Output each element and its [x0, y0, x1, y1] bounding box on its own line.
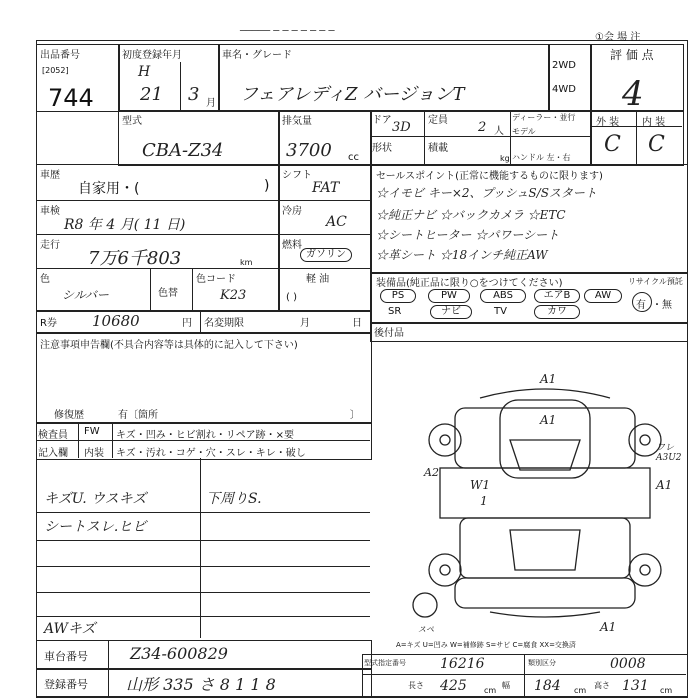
equip-navi: ナビ — [430, 305, 472, 319]
ticket-unit: 円 — [182, 318, 192, 329]
equip-ps: PS — [380, 289, 416, 303]
inspector-int: 内装 — [84, 448, 104, 459]
mileage-label: 走行 — [40, 240, 60, 251]
repaint-label: 色替 — [158, 288, 178, 299]
cert-height-value: 131 — [622, 678, 649, 694]
diag-a1-right: A1 — [656, 478, 673, 492]
diag-a2-left: A2 — [424, 466, 439, 479]
disp-value: 3700 — [286, 140, 332, 161]
inspector-label2: 記入欄 — [38, 448, 68, 459]
usage-label: 車歴 — [40, 170, 60, 181]
venue-label: ①会 場 注 — [595, 32, 641, 43]
int-label: 内 装 — [642, 117, 666, 128]
registration-value: 山形 335 さ 8 1 1 8 — [126, 675, 276, 694]
diag-i: 1 — [480, 494, 488, 508]
load-label: 積載 — [428, 143, 448, 154]
after-box — [370, 322, 688, 342]
equip-airbag: エアB — [534, 289, 580, 303]
dealer-label: ディーラー・並行 — [512, 113, 576, 122]
inspection-label: 車検 — [40, 206, 60, 217]
fuel-paren: ( ) — [286, 292, 297, 303]
disp-label: 排気量 — [282, 116, 312, 127]
equip-kawa: カワ — [534, 305, 580, 319]
diag-spare: スペ — [418, 625, 434, 634]
first-reg-month-unit: 月 — [206, 98, 216, 109]
score-value: 4 — [622, 74, 644, 114]
ext-value: C — [604, 132, 621, 157]
ac-label: 冷房 — [282, 206, 302, 217]
damage-legend: A=キズ U=凹み W=補修跡 S=サビ C=腐食 XX=交換済 — [396, 641, 576, 649]
expiry-label: 名変期限 — [204, 318, 244, 329]
equip-tv: TV — [494, 306, 507, 317]
repair-value: 有〔箇所 — [118, 410, 158, 421]
load-unit: kg — [500, 154, 510, 163]
inspector-int-text: キズ・汚れ・コゲ・穴・スレ・キレ・破し — [116, 448, 306, 459]
model-name: フェアレディZ バージョンT — [240, 84, 465, 105]
doors-label: ドア — [372, 115, 392, 126]
repair-label: 修復歴 — [54, 410, 84, 421]
recycle-no: ・無 — [652, 300, 672, 311]
cert-no-value: 16216 — [440, 656, 485, 672]
mileage-value: 7万6千803 — [88, 248, 182, 269]
shift-value: FAT — [312, 180, 340, 196]
cert-width-unit: cm — [574, 686, 587, 695]
header-partial: ───── ─ ─ ─ ─ ─ ─ ─ — [240, 26, 335, 37]
score-label: 評 価 点 — [610, 48, 654, 62]
chassis-label: 車台番号 — [44, 650, 88, 663]
equip-label: 装備品(純正品に限り○をつけてください) — [376, 278, 563, 289]
equip-abs: ABS — [480, 289, 526, 303]
type-value: CBA-Z34 — [142, 140, 224, 161]
capacity-label: 定員 — [428, 115, 448, 126]
lot-sub: [2052] — [42, 66, 69, 75]
repair-close: 〕 — [350, 410, 360, 421]
recycle-label: リサイクル預託 — [628, 277, 683, 286]
first-reg-era: H — [138, 64, 151, 80]
shift-label: シフト — [282, 170, 312, 181]
remark-line2: シートスレ.ヒビ — [44, 519, 147, 535]
drive-box — [548, 44, 592, 112]
first-reg-label: 初度登録年月 — [122, 50, 182, 61]
usage-value: 自家用・( — [78, 181, 140, 197]
model-label: 車名・グレード — [222, 50, 292, 61]
inspector-label1: 検査員 — [38, 430, 68, 441]
inspector-fw: FW — [84, 426, 100, 437]
cert-class-value: 0008 — [610, 656, 646, 672]
inspection-value: R8 年 4 月( 11 日) — [64, 217, 186, 233]
chassis-value: Z34-600829 — [130, 644, 228, 663]
model-code-label: モデル — [512, 127, 536, 136]
cert-height-label: 高さ — [594, 681, 610, 690]
capacity-value: 2 — [478, 120, 487, 135]
int-value: C — [648, 132, 665, 157]
color-code-label: 色コード — [196, 274, 236, 285]
ac-value: AC — [326, 214, 347, 230]
usage-close: ) — [264, 178, 270, 194]
drive-2wd: 2WD — [552, 60, 576, 71]
color-value: シルバー — [62, 288, 109, 302]
first-reg-year: 21 — [140, 84, 163, 105]
cert-width-label: 幅 — [502, 681, 510, 690]
cert-len-label: 長さ — [408, 681, 424, 690]
capacity-unit: 人 — [494, 126, 504, 137]
diag-a1-roof: A1 — [540, 413, 557, 427]
equip-sr: SR — [388, 306, 402, 317]
ticket-value: 10680 — [92, 312, 140, 330]
diag-a1-top: A1 — [540, 372, 557, 386]
expiry-month: 月 — [300, 318, 310, 329]
notes-label: 注意事項申告欄(不具合内容等は具体的に記入して下さい) — [40, 340, 298, 351]
after-label: 後付品 — [374, 328, 404, 339]
lot-number: 744 — [48, 84, 94, 112]
handle-label: ハンドル 左・右 — [512, 153, 571, 162]
fuel-gas: ガソリン — [300, 248, 352, 262]
fuel-label: 燃料 — [282, 240, 302, 251]
recycle-yes: 有 — [636, 300, 646, 311]
equip-pw: PW — [428, 289, 470, 303]
sales-line4: ☆革シート ☆18インチ純正AW — [376, 248, 548, 262]
remark-line1: キズU. ウスキズ — [44, 491, 147, 507]
expiry-day: 日 — [352, 318, 362, 329]
fuel-diesel: 軽 油 — [306, 274, 330, 285]
cert-len-value: 425 — [440, 678, 467, 694]
doors-value: 3D — [392, 120, 411, 135]
disp-unit: cc — [348, 152, 359, 163]
car-diagram — [400, 360, 690, 640]
diag-w1: W1 — [470, 478, 490, 492]
color-code-value: K23 — [220, 288, 247, 303]
ticket-label: R券 — [40, 318, 57, 329]
first-reg-month: 3 — [188, 84, 200, 105]
registration-label: 登録番号 — [44, 678, 88, 691]
remark-aw: AWキズ — [44, 621, 96, 637]
sales-line2: ☆純正ナビ ☆バックカメラ ☆ETC — [376, 208, 566, 222]
diag-wu-right: ワレ A3U2 — [656, 443, 682, 463]
cert-height-unit: cm — [660, 686, 673, 695]
equip-aw: AW — [584, 289, 622, 303]
type-label: 型式 — [122, 116, 142, 127]
sales-line1: ☆イモビ キー×2、プッシュS/Sスタート — [376, 186, 597, 200]
sales-line3: ☆シートヒーター ☆パワーシート — [376, 228, 560, 242]
shape-label: 形状 — [372, 143, 392, 154]
lot-label: 出品番号 — [40, 50, 80, 61]
drive-4wd: 4WD — [552, 84, 576, 95]
color-label: 色 — [40, 274, 50, 285]
cert-width-value: 184 — [534, 678, 561, 694]
sales-label: セールスポイント(正常に機能するものに限ります) — [376, 171, 603, 182]
cert-no-label: 型式指定番号 — [364, 659, 406, 667]
diag-a1-bottom: A1 — [600, 620, 617, 634]
mileage-unit: km — [240, 258, 253, 267]
inspector-fw-text: キズ・凹み・ヒビ割れ・リペア跡・×要 — [116, 430, 294, 441]
cert-len-unit: cm — [484, 686, 497, 695]
remark-line1b: 下周りS. — [206, 491, 262, 507]
cert-class-label: 類別区分 — [528, 659, 556, 667]
ext-label: 外 装 — [596, 117, 620, 128]
